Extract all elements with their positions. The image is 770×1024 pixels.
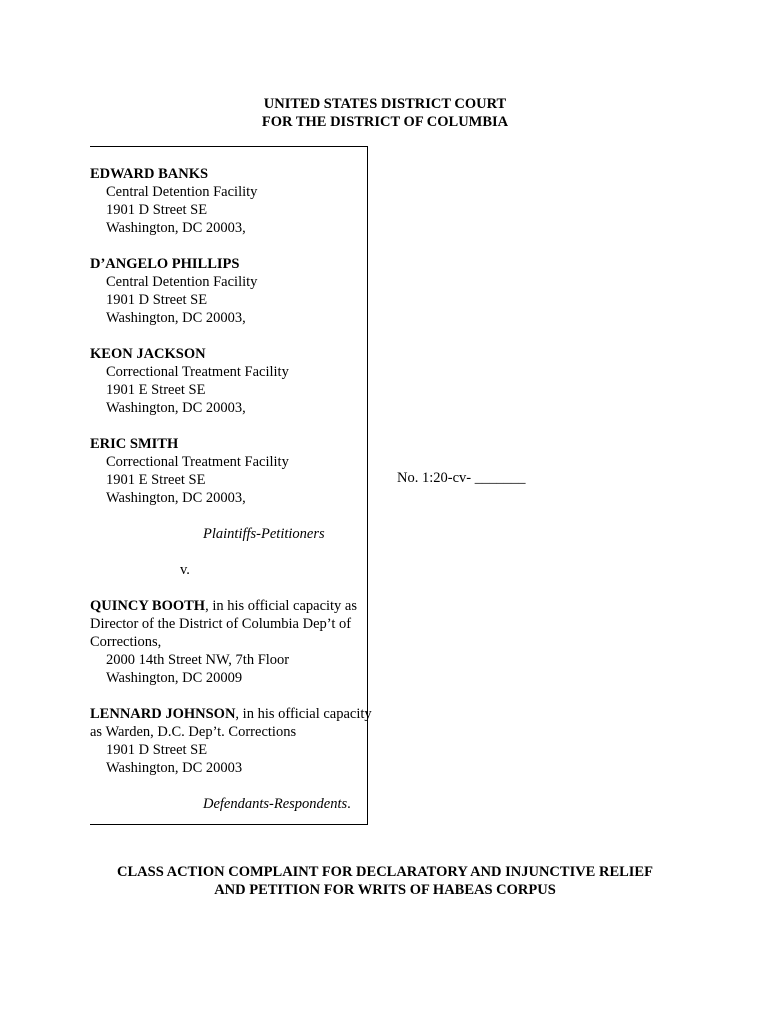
plaintiff-street: 1901 E Street SE: [106, 382, 206, 398]
plaintiff-block: [90, 345, 375, 417]
court-heading: [0, 95, 770, 131]
plaintiff-facility: Central Detention Facility: [106, 184, 258, 200]
defendant-capacity-text: [90, 597, 375, 651]
plaintiff-name: D’ANGELO PHILLIPS: [90, 256, 240, 272]
defendant-capacity: , in his official capacity as Director of the District of Columbia Dep’t of Corrections,: [90, 598, 358, 650]
defendant-capacity-text: [90, 705, 375, 741]
defendant-street: 2000 14th Street NW, 7th Floor: [106, 652, 290, 668]
defendant-street: 1901 D Street SE: [106, 742, 208, 758]
plaintiff-city: Washington, DC 20003,: [106, 490, 246, 506]
defendant-city: Washington, DC 20003: [106, 760, 243, 776]
defendant-city: Washington, DC 20009: [106, 670, 243, 686]
versus: v.: [180, 562, 190, 578]
document-title: [0, 863, 770, 899]
plaintiff-block: [90, 255, 375, 327]
court-name: UNITED STATES DISTRICT COURT: [263, 96, 507, 112]
court-district: FOR THE DISTRICT OF COLUMBIA: [261, 114, 509, 130]
case-number: No. 1:20-cv- _______: [397, 470, 526, 486]
plaintiffs-label: Plaintiffs-Petitioners: [203, 526, 325, 542]
plaintiff-street: 1901 D Street SE: [106, 292, 208, 308]
plaintiff-name: EDWARD BANKS: [90, 166, 209, 182]
caption-parties: [90, 165, 375, 813]
defendants-label-period: .: [347, 796, 351, 812]
plaintiff-street: 1901 D Street SE: [106, 202, 208, 218]
plaintiff-name: ERIC SMITH: [90, 436, 179, 452]
plaintiff-city: Washington, DC 20003,: [106, 400, 246, 416]
defendant-name: LENNARD JOHNSON: [90, 706, 236, 722]
plaintiff-city: Washington, DC 20003,: [106, 220, 246, 236]
defendants-label: Defendants-Respondents: [203, 796, 348, 812]
plaintiff-block: [90, 165, 375, 237]
plaintiff-facility: Correctional Treatment Facility: [106, 364, 289, 380]
plaintiff-name: KEON JACKSON: [90, 346, 206, 362]
document-title-line1: CLASS ACTION COMPLAINT FOR DECLARATORY AND INJUNCTIVE RELIEF: [117, 864, 653, 880]
plaintiff-block: [90, 435, 375, 507]
defendant-capacity: , in his official capacity as Warden, D.C. Dep’t. Corrections: [90, 706, 372, 740]
defendant-block: [90, 597, 375, 687]
plaintiff-facility: Correctional Treatment Facility: [106, 454, 289, 470]
defendants-label-line: [90, 795, 375, 813]
plaintiff-facility: Central Detention Facility: [106, 274, 258, 290]
plaintiff-street: 1901 E Street SE: [106, 472, 206, 488]
defendant-block: [90, 705, 375, 777]
defendant-name: QUINCY BOOTH: [90, 598, 206, 614]
plaintiff-city: Washington, DC 20003,: [106, 310, 246, 326]
document-title-line2: AND PETITION FOR WRITS OF HABEAS CORPUS: [214, 882, 556, 898]
